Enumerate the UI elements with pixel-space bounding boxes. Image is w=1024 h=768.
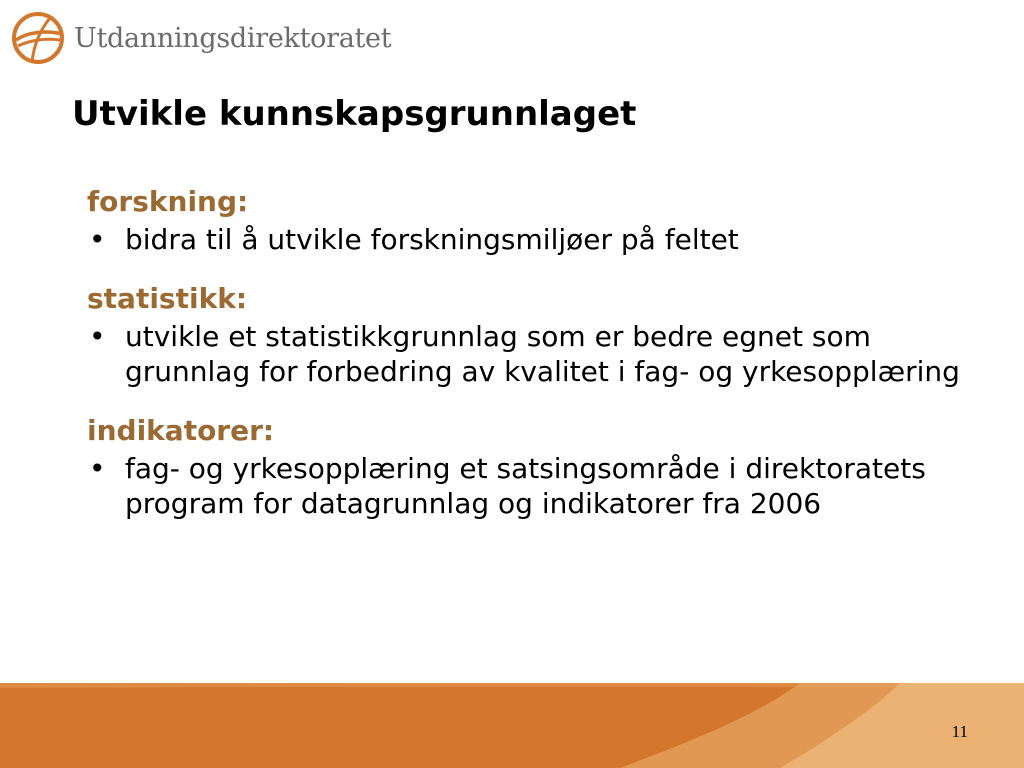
page-number: 11 <box>951 722 968 741</box>
bullet-text: utvikle et statistikkgrunnlag som er bedre egnet som grunnlag for forbedring av kvalitet i fag- og yrkesopplæring <box>125 320 960 388</box>
section-heading: statistikk: <box>87 282 248 315</box>
bullet-icon: • <box>89 452 106 485</box>
bullet-item <box>87 451 977 521</box>
logo <box>10 10 391 66</box>
globe-logo-icon <box>10 10 66 66</box>
section-indikatorer <box>87 413 977 521</box>
logo-text: Utdanningsdirektoratet <box>74 22 392 54</box>
section-heading: indikatorer: <box>87 414 275 447</box>
bullet-text: bidra til å utvikle forskningsmiljøer på feltet <box>125 223 739 256</box>
section-forskning <box>87 184 977 257</box>
bullet-item <box>87 222 977 257</box>
slide-content <box>87 184 977 545</box>
section-heading: forskning: <box>87 185 249 218</box>
footer-band <box>0 683 1024 768</box>
bullet-item <box>87 319 977 389</box>
bullet-icon: • <box>89 320 106 353</box>
slide-title: Utvikle kunnskapsgrunnlaget <box>72 94 637 134</box>
section-statistikk <box>87 281 977 389</box>
bullet-text: fag- og yrkesopplæring et satsingsområde i direktoratets program for datagrunnlag og indikatorer fra 2006 <box>125 452 926 520</box>
bullet-icon: • <box>89 223 106 256</box>
